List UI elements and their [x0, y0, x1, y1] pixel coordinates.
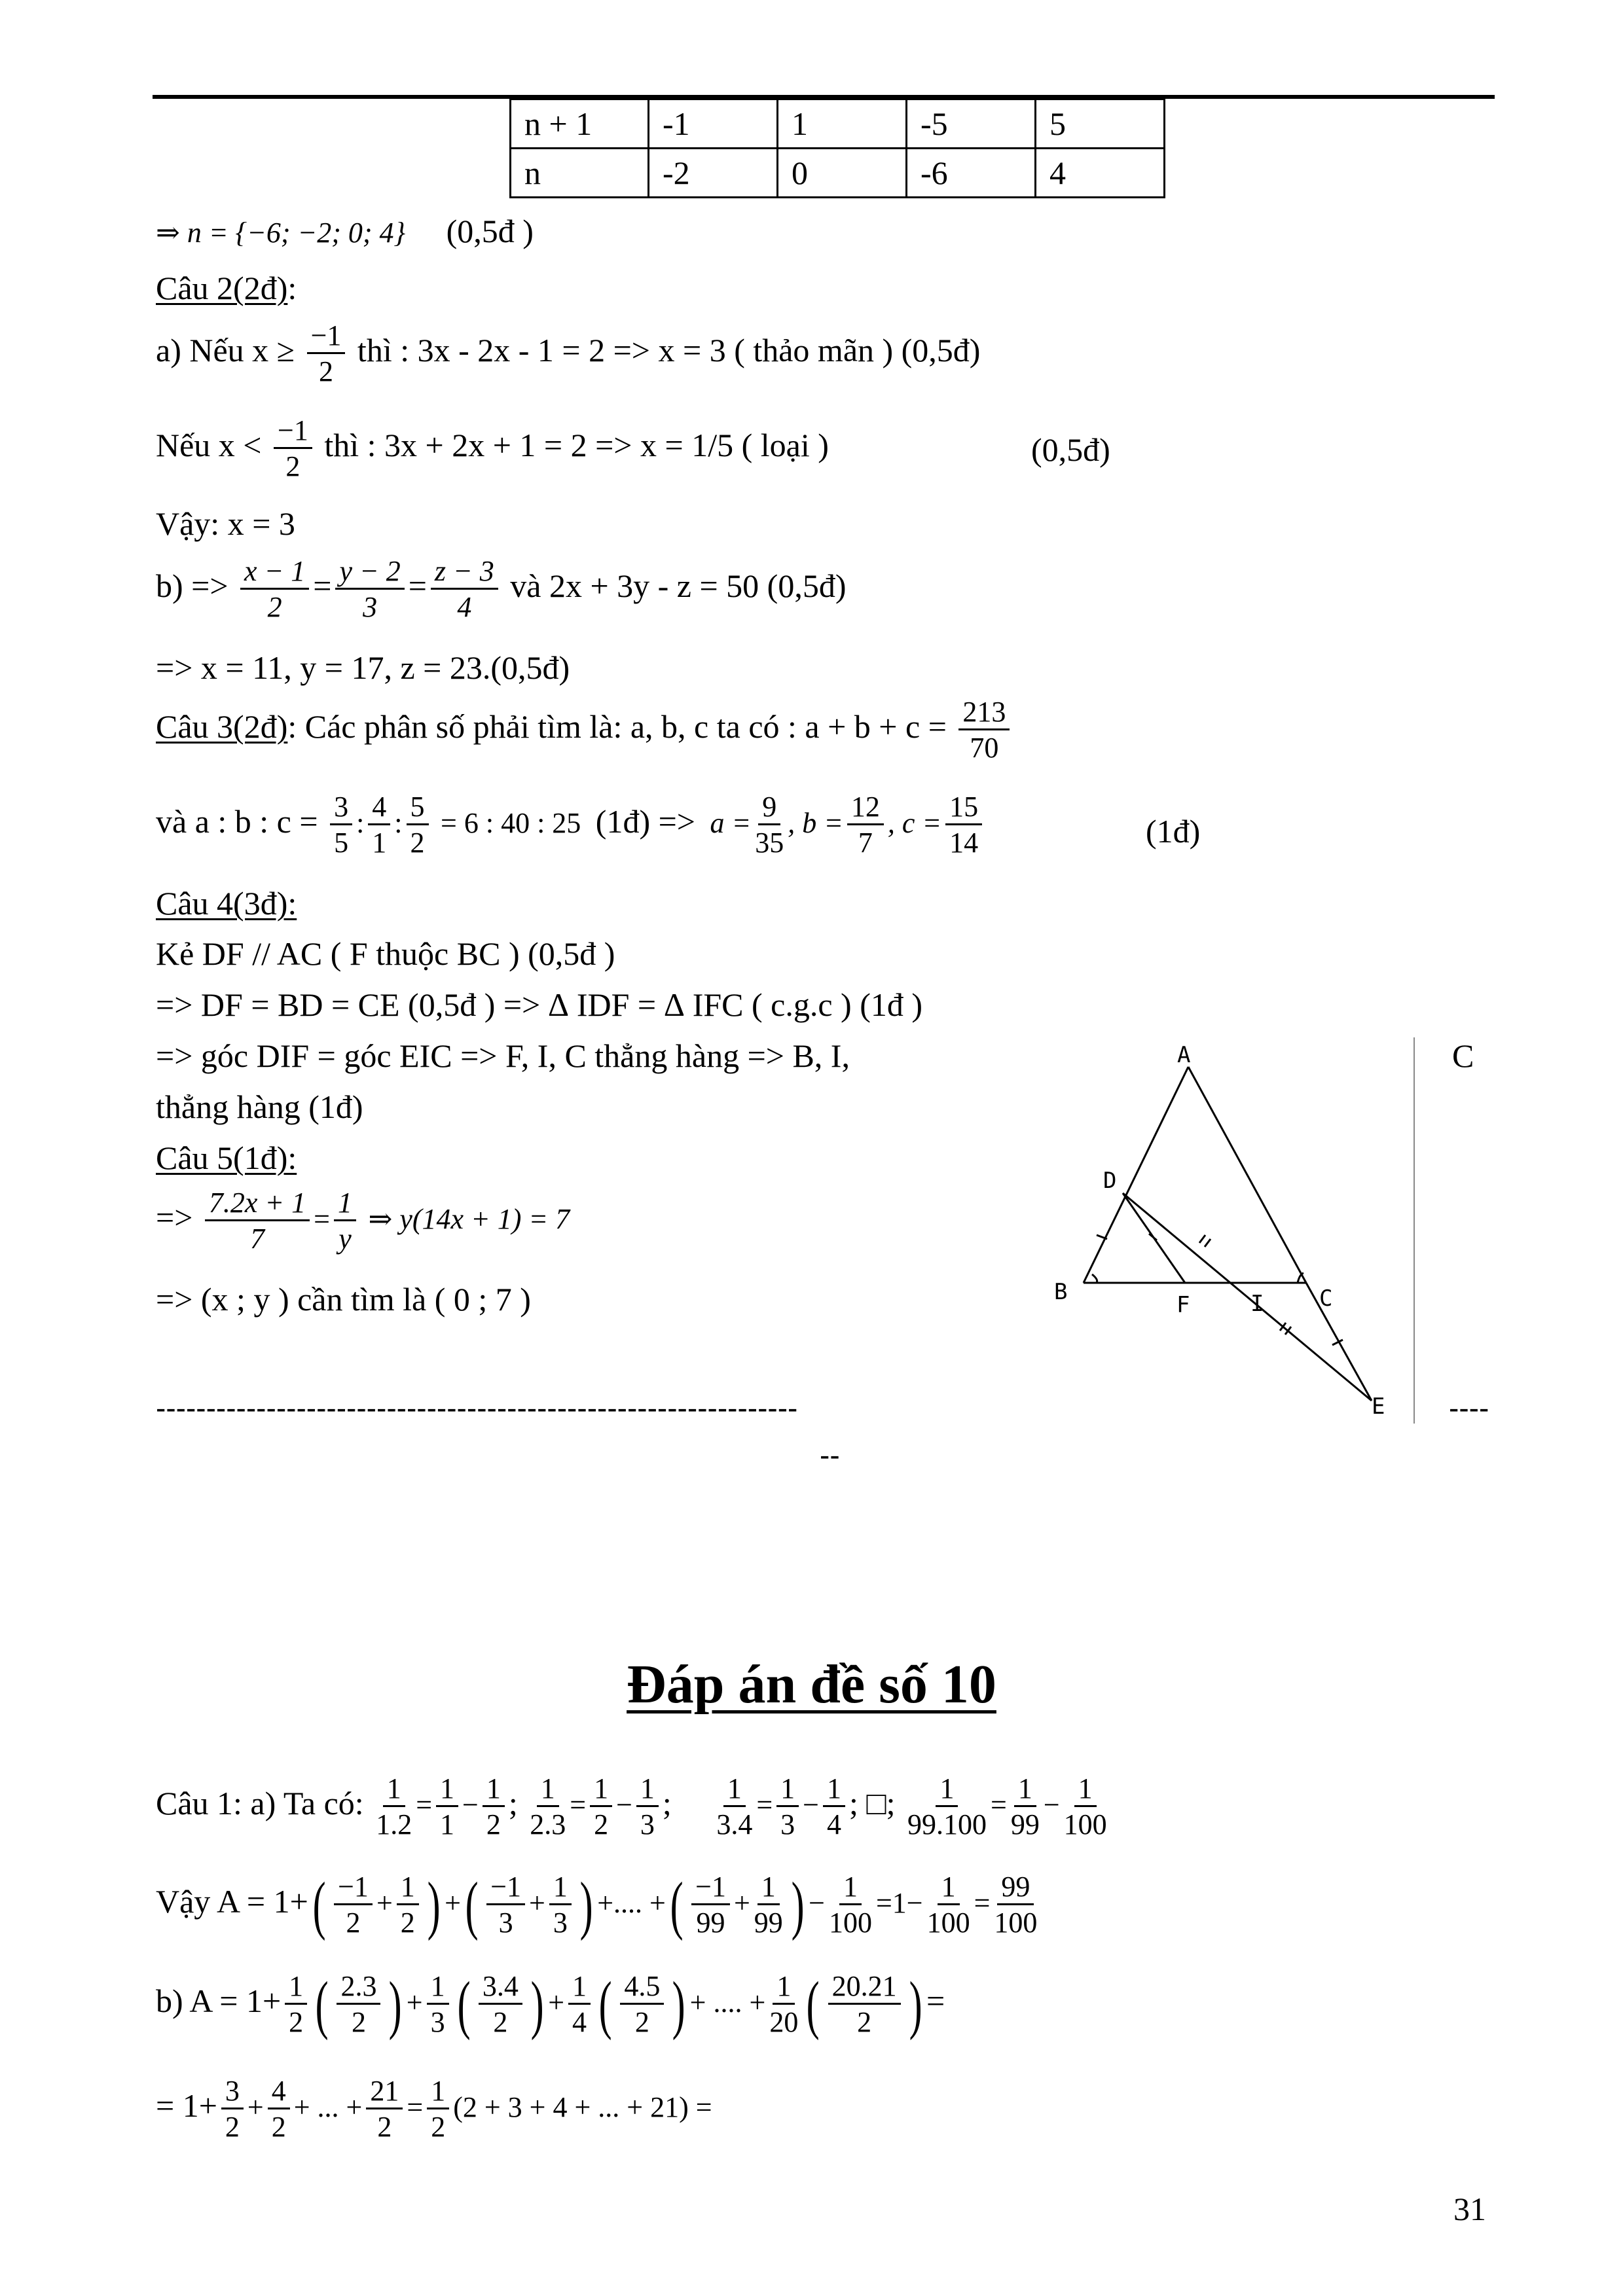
- cau4-line4: thẳng hàng (1đ): [156, 1088, 363, 1125]
- fraction: [568, 1971, 591, 2037]
- tick-mark: [1149, 1234, 1157, 1240]
- frac-den: 1: [440, 1808, 455, 1841]
- frac-num: 3: [221, 2076, 244, 2109]
- frac-num: 15: [945, 792, 982, 825]
- fraction: [221, 2076, 244, 2142]
- fraction: [620, 1971, 664, 2037]
- plus: +: [733, 1887, 750, 1920]
- a-label: a =: [710, 807, 752, 840]
- paren: (: [312, 1868, 326, 1941]
- paren: (: [457, 1967, 471, 2041]
- frac-num: 1: [285, 1971, 307, 2005]
- page-number: 31: [1453, 2191, 1486, 2227]
- frac-den: 2: [431, 2111, 446, 2144]
- fraction: [205, 1188, 310, 1254]
- paren: (: [465, 1868, 479, 1941]
- frac-num: 5: [407, 792, 429, 825]
- mid-dots: + .... +: [689, 1986, 766, 2019]
- frac-num: y − 2: [335, 556, 404, 590]
- table-cell: 4: [1036, 149, 1165, 198]
- frac-num: 1: [397, 1872, 419, 1905]
- minus: −: [462, 1789, 479, 1821]
- plus: +: [376, 1887, 393, 1920]
- minus: −: [1043, 1789, 1060, 1821]
- frac-num: 1: [436, 1774, 458, 1807]
- frac-num: 2.3: [337, 1971, 380, 2005]
- frac-den: 7: [858, 827, 873, 859]
- plus: +: [445, 1887, 461, 1920]
- fraction: [754, 1872, 783, 1938]
- table-row: [511, 149, 1165, 198]
- frac-num: 20.21: [828, 1971, 901, 2005]
- plus: +: [529, 1887, 545, 1920]
- fraction: [691, 1872, 730, 1938]
- colon: :: [287, 270, 297, 306]
- colon: :: [356, 807, 365, 840]
- frac-num: 9: [758, 792, 780, 825]
- semicolon: ;: [848, 1785, 858, 1822]
- paren: (: [598, 1967, 612, 2041]
- plus: +: [548, 1986, 565, 2019]
- dash-right: ----: [1449, 1391, 1489, 1425]
- paren: ): [909, 1967, 922, 2041]
- frac-den: 2: [351, 2006, 366, 2039]
- paren: (: [806, 1967, 820, 2041]
- semicolon: ;: [662, 1785, 672, 1822]
- cau1-pre: Câu 1: a) Ta có:: [156, 1785, 364, 1822]
- frac-num: 1: [839, 1872, 862, 1905]
- frac-den: 2: [634, 2006, 649, 2039]
- paren: ): [791, 1868, 805, 1941]
- cau3-line2-pre: và a : b : c =: [156, 803, 318, 840]
- fraction: [407, 792, 429, 858]
- table-cell: -5: [907, 99, 1036, 149]
- frac-den: 100: [828, 1907, 872, 1939]
- frac-num: 4: [368, 792, 390, 825]
- fraction: [1011, 1774, 1040, 1840]
- cau1-c-line: [156, 2076, 712, 2142]
- frac-den: 2: [486, 1808, 501, 1841]
- frac-num: 12: [847, 792, 884, 825]
- cau3-text: : Các phân số phải tìm là: a, b, c ta có : a + b + c =: [287, 708, 947, 745]
- paren: (: [670, 1868, 684, 1941]
- frac-den: 3: [640, 1808, 655, 1841]
- frac-den: 2: [400, 1907, 415, 1939]
- n-result-line: [156, 215, 534, 247]
- equals: =: [408, 567, 427, 605]
- fraction: [274, 416, 312, 482]
- frac-den: 2: [225, 2111, 240, 2144]
- fraction: [334, 1872, 373, 1938]
- colon: :: [394, 807, 403, 840]
- fraction: [240, 556, 309, 622]
- de-segment: [1123, 1193, 1372, 1401]
- minus: −: [803, 1789, 819, 1821]
- fraction: [483, 1774, 505, 1840]
- fraction: [285, 1971, 307, 2037]
- frac-den: 99.100: [907, 1808, 987, 1841]
- fraction: [330, 792, 352, 858]
- tick-mark: [1205, 1239, 1211, 1247]
- equals: =: [926, 1982, 945, 2020]
- table-cell: n: [511, 149, 649, 198]
- cau1-vay-line: [156, 1868, 1041, 1941]
- minus: −: [616, 1789, 632, 1821]
- fraction: [945, 792, 982, 858]
- label-c: C: [1319, 1285, 1333, 1312]
- ratio: = 6 : 40 : 25: [441, 807, 581, 840]
- frac-num: 1: [936, 1774, 958, 1807]
- mid-dots: +.... +: [597, 1887, 666, 1920]
- fraction: [549, 1872, 572, 1938]
- cau2-b2-pre: b) =>: [156, 567, 228, 605]
- frac-num: 1: [723, 1774, 746, 1807]
- frac-den: 2: [857, 2006, 872, 2039]
- frac-num: 21: [366, 2076, 403, 2109]
- frac-den: 100: [994, 1907, 1038, 1939]
- title-text: Đáp án đề số 10: [627, 1654, 996, 1715]
- equals: =: [314, 1203, 330, 1236]
- frac-den: 35: [755, 827, 784, 859]
- fraction: [479, 1971, 522, 2037]
- cau2-vay: Vậy: x = 3: [156, 505, 295, 542]
- equals: =: [756, 1789, 773, 1821]
- table-cell: 0: [778, 149, 907, 198]
- frac-den: 2: [267, 591, 282, 624]
- cau5-result: => (x ; y ) cần tìm là ( 0 ; 7 ): [156, 1281, 531, 1318]
- frac-den: 3.4: [716, 1808, 753, 1841]
- frac-num: x − 1: [240, 556, 309, 590]
- frac-den: 2: [289, 2006, 304, 2039]
- frac-num: 1: [636, 1774, 659, 1807]
- dash-left: ----------------------------------------------------------------: [156, 1391, 798, 1425]
- placeholder-glyph: □;: [866, 1785, 896, 1822]
- frac-den: 2: [285, 450, 301, 483]
- cau2-a-line: [156, 321, 980, 387]
- paren: ): [427, 1868, 441, 1941]
- frac-den: 7: [250, 1223, 265, 1255]
- fraction: [366, 2076, 403, 2142]
- cau5-pre: =>: [156, 1199, 193, 1236]
- equals: =: [416, 1789, 433, 1821]
- frac-num: 3.4: [479, 1971, 522, 2005]
- cau3-line1: [156, 697, 1013, 763]
- cau5-post: ⇒ y(14x + 1) = 7: [368, 1203, 570, 1236]
- cau2-heading: Câu 2(2đ): [156, 270, 288, 306]
- frac-den: 20: [769, 2006, 799, 2039]
- fraction: [376, 1774, 412, 1840]
- cau4-line3-end: C: [1452, 1037, 1474, 1074]
- frac-den: 2: [271, 2111, 286, 2144]
- frac-num: 1: [427, 1971, 449, 2005]
- triangle-figure: [1005, 1037, 1437, 1424]
- n-result-score: (0,5đ ): [446, 213, 534, 249]
- frac-num: 99: [997, 1872, 1034, 1905]
- fraction: [828, 1971, 901, 2037]
- frac-den: 5: [334, 827, 349, 859]
- frac-num: 1: [757, 1872, 780, 1905]
- c-pre: = 1+: [156, 2087, 217, 2125]
- b-label: , b =: [788, 807, 843, 840]
- semicolon: ;: [508, 1785, 518, 1822]
- fraction: [335, 556, 404, 622]
- b-pre: b) A = 1+: [156, 1982, 282, 2020]
- cau4-line3: => góc DIF = góc EIC => F, I, C thẳng hàng => B, I,: [156, 1037, 850, 1074]
- plus: +: [406, 1986, 423, 2019]
- frac-num: 1: [568, 1971, 591, 2005]
- cau3-line2: [156, 792, 986, 858]
- frac-den: 99: [696, 1907, 725, 1939]
- frac-num: −1: [691, 1872, 730, 1905]
- cau2-b2-post: và 2x + 3y - z = 50 (0,5đ): [510, 567, 847, 605]
- fraction: [776, 1774, 799, 1840]
- frac-num: 1: [590, 1774, 612, 1807]
- frac-num: 1: [938, 1872, 960, 1905]
- label-a: A: [1177, 1042, 1191, 1068]
- frac-num: −1: [307, 321, 346, 354]
- frac-num: 3: [330, 792, 352, 825]
- frac-num: 1: [383, 1774, 405, 1807]
- frac-num: −1: [274, 416, 312, 449]
- frac-num: 1: [483, 1774, 505, 1807]
- page-title: [0, 1653, 1623, 1716]
- cau2-b-post: thì : 3x + 2x + 1 = 2 => x = 1/5 ( loại ): [324, 427, 829, 464]
- c-label: , c =: [887, 807, 942, 840]
- fraction: [590, 1774, 612, 1840]
- frac-num: 1: [537, 1774, 559, 1807]
- fraction: [823, 1774, 845, 1840]
- cau2-b-score: (0,5đ): [1031, 431, 1110, 468]
- frac-den: 2: [410, 827, 425, 859]
- cau1-b-line: [156, 1967, 945, 2041]
- frac-den: 3: [430, 2006, 445, 2039]
- table-cell: 5: [1036, 99, 1165, 149]
- minus: −: [809, 1887, 825, 1920]
- fraction: [334, 1188, 356, 1254]
- frac-num: 1: [823, 1774, 845, 1807]
- frac-den: y: [338, 1223, 352, 1255]
- frac-den: 3: [363, 591, 378, 624]
- fraction: [847, 792, 884, 858]
- fraction: [927, 1872, 970, 1938]
- cau2-heading-line: [156, 272, 297, 304]
- frac-den: 3: [498, 1907, 513, 1939]
- frac-den: 4: [826, 1808, 841, 1841]
- cau2-a-pre: a) Nếu x ≥: [156, 332, 295, 369]
- cau4-heading: Câu 4(3đ):: [156, 885, 297, 922]
- label-b: B: [1054, 1279, 1068, 1305]
- side-ab: [1084, 1067, 1188, 1283]
- frac-den: 4: [572, 2006, 587, 2039]
- fraction: [958, 697, 1010, 763]
- cau5-line: [156, 1188, 570, 1254]
- table-cell: 1: [778, 99, 907, 149]
- frac-num: 4: [268, 2076, 290, 2109]
- table-cell: -2: [649, 149, 778, 198]
- frac-den: 4: [457, 591, 472, 624]
- fraction: [907, 1774, 987, 1840]
- angle-b-mark: [1092, 1274, 1097, 1283]
- paren: (: [315, 1967, 329, 2041]
- frac-num: −1: [486, 1872, 525, 1905]
- fraction: [769, 1971, 798, 2037]
- fraction: [994, 1872, 1037, 1938]
- cau3-score2: (1đ): [1146, 813, 1201, 850]
- frac-num: 1: [334, 1188, 356, 1221]
- fraction: [755, 792, 784, 858]
- frac-num: 1: [776, 1774, 799, 1807]
- frac-num: 1: [1014, 1774, 1036, 1807]
- fraction: [427, 2076, 449, 2142]
- frac-den: 14: [949, 827, 979, 859]
- frac-den: 2: [493, 2006, 508, 2039]
- cau5-heading: Câu 5(1đ):: [156, 1139, 297, 1176]
- label-e: E: [1372, 1393, 1385, 1420]
- fraction: [436, 1774, 458, 1840]
- cau2-b2-line: [156, 556, 846, 622]
- n-table: [509, 98, 1165, 198]
- fraction: [829, 1872, 872, 1938]
- frac-den: 3: [780, 1808, 795, 1841]
- frac-den: 2: [319, 355, 333, 388]
- paren: ): [530, 1967, 544, 2041]
- frac-den: 2: [594, 1808, 609, 1841]
- fraction: [486, 1872, 525, 1938]
- frac-num: 4.5: [620, 1971, 664, 2005]
- n-result-expr: ⇒ n = {−6; −2; 0; 4}: [156, 217, 406, 249]
- fraction: [1064, 1774, 1107, 1840]
- cau2-b-pre: Nếu x <: [156, 427, 262, 464]
- fraction: [530, 1774, 566, 1840]
- frac-num: 1: [1074, 1774, 1097, 1807]
- cau4-line2: => DF = BD = CE (0,5đ ) => ∆ IDF = ∆ IFC ( c.g.c ) (1đ ): [156, 986, 922, 1023]
- fraction: [397, 1872, 419, 1938]
- label-f: F: [1176, 1292, 1190, 1318]
- frac-num: 1: [549, 1872, 572, 1905]
- paren: ): [389, 1967, 403, 2041]
- table-cell: -6: [907, 149, 1036, 198]
- cau2-b2-result: => x = 11, y = 17, z = 23.(0,5đ): [156, 649, 570, 686]
- cau4-line1: Kẻ DF // AC ( F thuộc BC ) (0,5đ ): [156, 935, 615, 972]
- table-row: [511, 99, 1165, 149]
- paren: ): [579, 1868, 593, 1941]
- dash-next: --: [820, 1438, 840, 1472]
- table-cell: n + 1: [511, 99, 649, 149]
- mid-dots: + ... +: [293, 2091, 363, 2124]
- equals: =: [990, 1789, 1007, 1821]
- cau2-a-post: thì : 3x - 2x - 1 = 2 => x = 3 ( thảo mãn ) (0,5đ): [357, 332, 981, 369]
- table-cell: -1: [649, 99, 778, 149]
- fraction: [636, 1774, 659, 1840]
- frac-den: 2: [377, 2111, 392, 2144]
- cau3-score1: (1đ) =>: [595, 803, 695, 840]
- sum-expr: (2 + 3 + 4 + ... + 21) =: [453, 2091, 712, 2124]
- equals: =: [974, 1887, 991, 1920]
- frac-den: 3: [553, 1907, 568, 1939]
- fraction: [307, 321, 346, 387]
- frac-num: 7.2x + 1: [205, 1188, 310, 1221]
- frac-den: 99: [754, 1907, 783, 1939]
- tick-mark: [1199, 1235, 1205, 1243]
- frac-den: 100: [926, 1907, 970, 1939]
- plus: +: [247, 2091, 264, 2124]
- equals: =: [313, 567, 332, 605]
- fraction: [427, 1971, 449, 2037]
- cau1-a-line: [156, 1774, 1111, 1840]
- label-d: D: [1103, 1168, 1117, 1194]
- eq-one-minus: =1−: [875, 1887, 923, 1920]
- fraction: [368, 792, 390, 858]
- equals: =: [407, 2091, 424, 2124]
- frac-num: z − 3: [431, 556, 498, 590]
- paren: ): [672, 1967, 686, 2041]
- fraction: [431, 556, 498, 622]
- frac-den: 2: [346, 1907, 361, 1939]
- frac-num: 1: [773, 1971, 795, 2005]
- frac-den: 2.3: [530, 1808, 566, 1841]
- frac-den: 100: [1063, 1808, 1107, 1841]
- frac-den: 70: [970, 732, 999, 764]
- side-ac: [1188, 1067, 1306, 1283]
- fraction: [716, 1774, 752, 1840]
- cau3-heading: Câu 3(2đ): [156, 708, 288, 745]
- vay-pre: Vậy A = 1+: [156, 1883, 308, 1920]
- frac-num: −1: [334, 1872, 373, 1905]
- frac-den: 99: [1010, 1808, 1040, 1841]
- equals: =: [570, 1789, 587, 1821]
- fraction: [337, 1971, 380, 2037]
- frac-num: 213: [958, 697, 1010, 730]
- fraction: [268, 2076, 290, 2142]
- cau2-b-line: [156, 416, 829, 482]
- frac-num: 1: [427, 2076, 449, 2109]
- frac-den: 1: [372, 827, 387, 859]
- label-i: I: [1250, 1291, 1264, 1317]
- frac-den: 1.2: [376, 1808, 412, 1841]
